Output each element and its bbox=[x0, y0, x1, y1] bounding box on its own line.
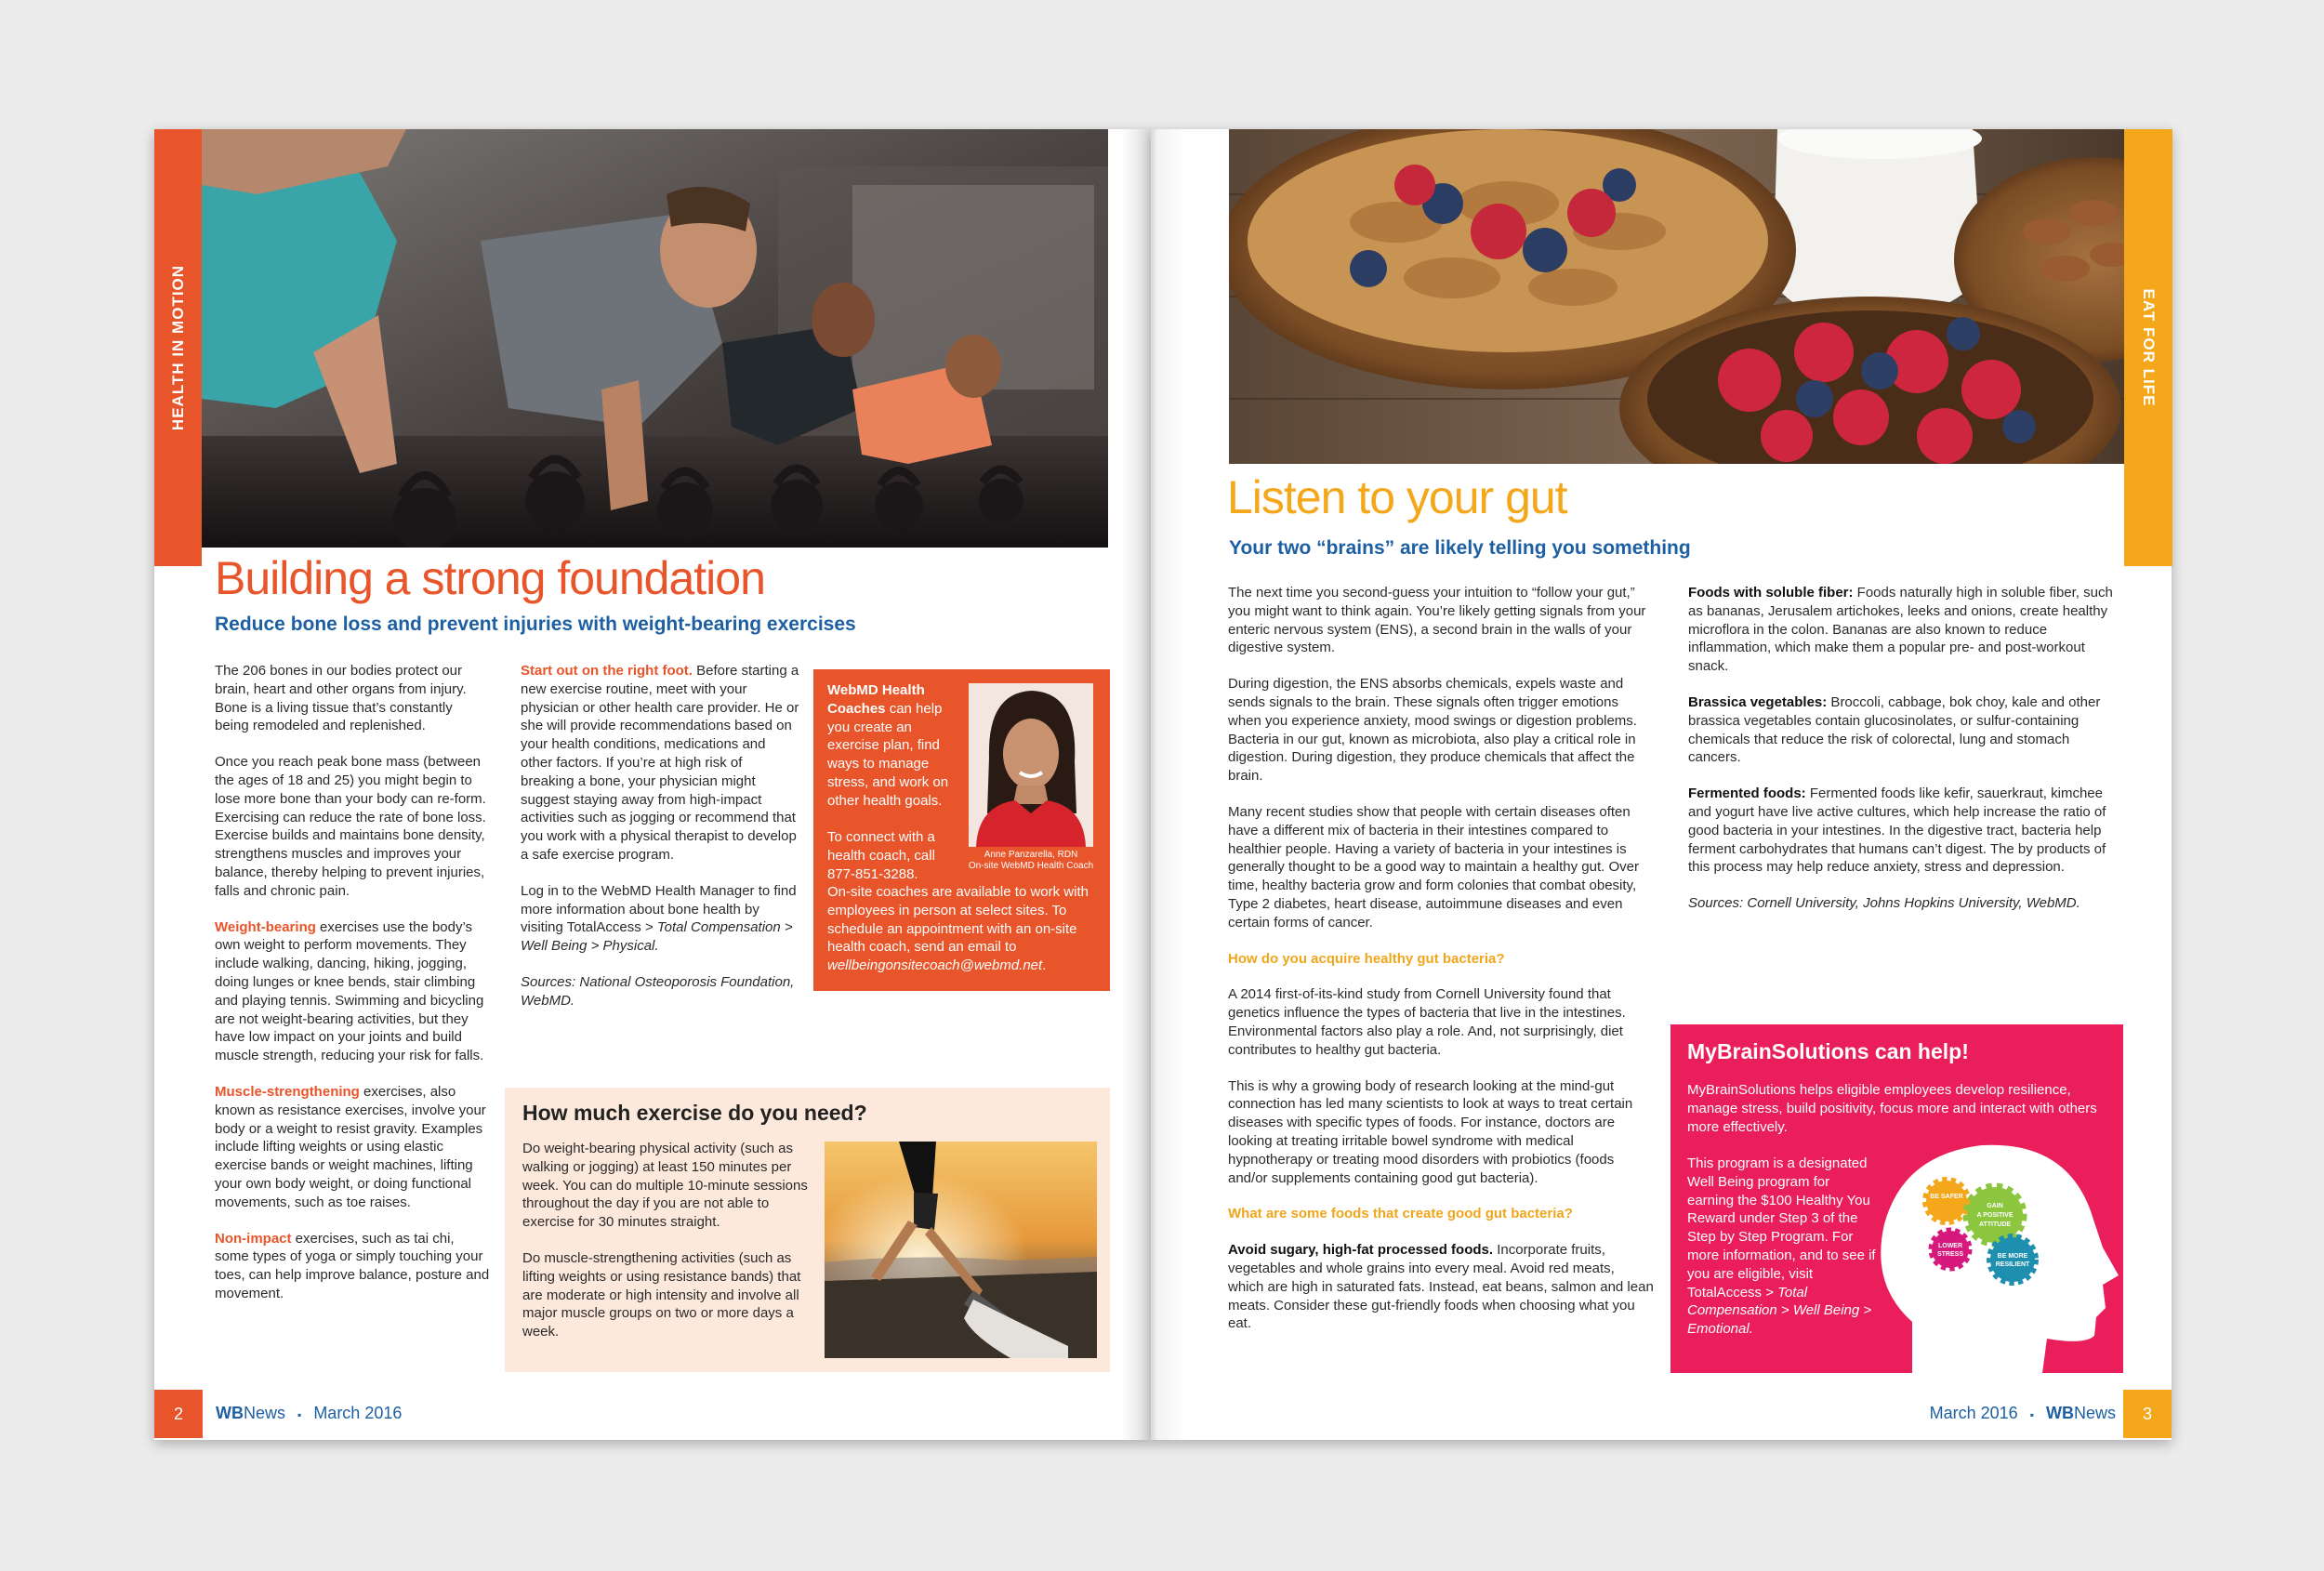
fitness-class-photo bbox=[202, 129, 1108, 548]
lead-in: Muscle-strengthening bbox=[215, 1083, 360, 1100]
spine-shadow bbox=[1121, 129, 1186, 1440]
left-footer bbox=[216, 1404, 402, 1423]
right-column-2 bbox=[1688, 584, 2116, 931]
paragraph bbox=[521, 662, 799, 865]
paragraph: Do muscle-strengthening activities (such as lifting weights or using resistance bands) that are moderate or high intensity and involve all major muscle groups on two or more days a week. bbox=[522, 1249, 801, 1340]
coach-intro bbox=[827, 681, 965, 811]
cereal-berries-photo bbox=[1229, 129, 2124, 464]
separator: ▪ bbox=[297, 1408, 302, 1421]
brand-bold: WB bbox=[216, 1404, 244, 1422]
left-column-2 bbox=[521, 662, 799, 1028]
paragraph bbox=[1688, 693, 2116, 767]
runner-photo bbox=[825, 1142, 1097, 1358]
paragraph bbox=[1688, 785, 2116, 877]
paragraph bbox=[215, 918, 490, 1065]
coach-email-link[interactable]: wellbeingonsitecoach@webmd.net bbox=[827, 957, 1043, 974]
lead-in: Avoid sugary, high-fat processed foods. bbox=[1228, 1242, 1494, 1259]
onsite-coach-text bbox=[827, 883, 1097, 975]
lead-in: Foods with soluble fiber: bbox=[1688, 585, 1854, 601]
left-subheadline: Reduce bone loss and prevent injuries with weight-bearing exercises bbox=[215, 614, 856, 635]
paragraph-text: exercises, such as tai chi, some types of yoga or simply touching your toes, can help improve balance, posture and movement. bbox=[215, 1230, 490, 1301]
paragraph: A 2014 first-of-its-kind study from Cornell University found that genetics influence the types of bacteria that live in the intestines. Environmental factors also play a role. And, not surprisingly, diet contributes to healthy gut bacteria. bbox=[1228, 986, 1626, 1058]
paragraph bbox=[215, 1083, 490, 1212]
brand: News bbox=[244, 1404, 286, 1422]
question-heading: What are some foods that create good gut bacteria? bbox=[1228, 1206, 1573, 1222]
left-headline: Building a strong foundation bbox=[215, 552, 765, 604]
health-in-motion-tab bbox=[154, 129, 202, 566]
paragraph bbox=[521, 882, 799, 956]
paragraph-text: Log in to the WebMD Health Manager to find more information about bone health by visiting TotalAccess > bbox=[521, 882, 797, 936]
sources: Sources: Cornell University, Johns Hopkins University, WebMD. bbox=[1688, 895, 2080, 912]
coach-box-title: WebMD Health Coaches bbox=[827, 682, 925, 717]
paragraph: Once you reach peak bone mass (between the ages of 18 and 25) you might begin to lose more bone than your body can re-form. Exercising can reduce the rate of bone loss. Exercise builds and maintains bone density, strengthens muscles and improves your balance, thereby helping to prevent injuries, falls and chronic pain. bbox=[215, 754, 486, 899]
paragraph-text: Incorporate fruits, vegetables and whole grains into every meal. Avoid red meats, which are high in saturated fats. Instead, eat beans, salmon and lean meats. Consider these gut-friendly foods when choosing what you eat. bbox=[1228, 1242, 1654, 1332]
paragraph-text: exercises use the body’s own weight to perform movements. They include walking, dancing, hiking, jogging, doing lunges or knee bends, stair climbing and playing tennis. Swimming and bicycling are not weight-bearing activities, but they have low impact on your joints and build muscle strength, reducing your risk for falls. bbox=[215, 918, 484, 1064]
brain-box-intro: MyBrainSolutions helps eligible employees develop resilience, manage stress, build positivity, focus more and interact with others more effectively. bbox=[1687, 1082, 2097, 1135]
issue-date: March 2016 bbox=[313, 1404, 403, 1422]
paragraph-text: Foods naturally high in soluble fiber, such as bananas, Jerusalem artichokes, leeks and onions, create healthy microflora in the colon. Bananas are also known to reduce inflammation, which make them a popular pre- and post-workout snack. bbox=[1688, 585, 2113, 675]
lead-in: Weight-bearing bbox=[215, 918, 316, 935]
coach-caption-2: On-site WebMD Health Coach bbox=[968, 861, 1094, 871]
onsite-text: On-site coaches are available to work with employees in person at select sites. To schedule an appointment with an on-site health coach, send an email to bbox=[827, 884, 1089, 956]
paragraph: Do weight-bearing physical activity (such as walking or jogging) at least 150 minutes per week. You can do multiple 10-minute sessions throughout the day if you are not able to exercise for 30 minutes straight. bbox=[522, 1141, 808, 1231]
paragraph-text: Before starting a new exercise routine, meet with your physician or other health care provider. He or she will provide recommendations based on your health conditions, medications and other factors. If you’re at high risk of breaking a bone, your physician might suggest staying away from high-impact activities such as jogging or recommend that you work with a physical therapist to develop a safe exercise program. bbox=[521, 663, 799, 863]
exercise-box-text bbox=[522, 1140, 811, 1359]
gear-label: A POSITIVE bbox=[1976, 1212, 2014, 1219]
issue-date: March 2016 bbox=[1929, 1404, 2018, 1422]
paragraph bbox=[215, 1230, 490, 1303]
tab-label: EAT FOR LIFE bbox=[2140, 288, 2158, 407]
gear-lower-stress bbox=[1932, 1231, 1969, 1268]
exercise-box-title: How much exercise do you need? bbox=[522, 1101, 867, 1125]
paragraph-text: exercises, also known as resistance exercises, involve your body or a weight to resist gravity. Examples include lifting weights or using elastic exercise bands or weight machines, lifting your own body weight, or doing functional movements, such as toe raises. bbox=[215, 1083, 486, 1210]
gear-label: LOWER bbox=[1937, 1243, 1963, 1249]
separator: ▪ bbox=[2029, 1408, 2034, 1421]
gear-label: ATTITUDE bbox=[1978, 1221, 2012, 1228]
paragraph: During digestion, the ENS absorbs chemicals, expels waste and sends signals to the brain. These signals often trigger emotions when you experience anxiety, mood swings or digestion problems. Bacteria in our gut, known as microbiota, also play a critical role in digestion. During digestion, they produce chemicals that affect the brain. bbox=[1228, 676, 1637, 785]
lead-in: Non-impact bbox=[215, 1230, 292, 1247]
paragraph: Many recent studies show that people with certain diseases often have a different mix of bacteria in their intestines compared to healthier people. Having a variety of bacteria in your intestines is generally thought to be a good way to maintain a healthy gut. Over time, healthy bacteria grow and form colonies that combat obesity, Type 2 diabetes, heart disease, autoimmune diseases and even certain forms of cancer. bbox=[1228, 803, 1639, 931]
right-footer bbox=[1930, 1404, 2116, 1423]
gear-positive-attitude bbox=[1967, 1187, 2023, 1243]
paragraph bbox=[1228, 1241, 1654, 1333]
tab-label: HEALTH IN MOTION bbox=[168, 264, 187, 431]
right-column-1 bbox=[1228, 584, 1654, 1351]
brain-box-title: MyBrainSolutions can help! bbox=[1687, 1039, 1969, 1063]
page-number-left: 2 bbox=[154, 1390, 203, 1438]
brain-box-program bbox=[1687, 1155, 1878, 1339]
gear-be-safer bbox=[1926, 1181, 1967, 1221]
paragraph: The 206 bones in our bodies protect our brain, heart and other organs from injury. Bone is a living tissue that’s constantly being remodeled and replenished. bbox=[215, 663, 467, 734]
navigation-path: Total Compensation > Well Being > Physical. bbox=[521, 919, 793, 955]
gear-label: BE SAFER bbox=[1930, 1194, 1963, 1200]
period: . bbox=[1042, 957, 1047, 974]
right-subheadline: Your two “brains” are likely telling you something bbox=[1229, 537, 1691, 559]
gear-label: GAIN bbox=[1987, 1203, 2003, 1209]
coach-box-text: can help you create an exercise plan, find ways to manage stress, and work on other health goals. bbox=[827, 700, 949, 809]
paragraph-text: Broccoli, cabbage, bok choy, kale and other brassica vegetables contain glucosinolates, or sulfur-containing chemicals that reduce the risk of colorectal, lung and stomach cancers. bbox=[1688, 693, 2101, 766]
gear-be-more-resilient bbox=[1990, 1237, 2035, 1282]
coach-phone-text: To connect with a health coach, call 877-851-3288. bbox=[827, 829, 935, 882]
eat-for-life-tab bbox=[2124, 129, 2172, 566]
brand-bold: WB bbox=[2045, 1404, 2074, 1422]
paragraph: This is why a growing body of research looking at the mind-gut connection has led many scientists to look at ways to treat certain diseases with specific types of foods. For instance, doctors are looking at treating irritable bowel syndrome with medical hypnotherapy or treating mood disorders with probiotics (foods and/or supplements containing good gut bacteria). bbox=[1228, 1077, 1633, 1186]
coach-photo bbox=[969, 683, 1093, 847]
question-heading: How do you acquire healthy gut bacteria? bbox=[1228, 950, 1505, 967]
head-gears-icon bbox=[1875, 1136, 2121, 1373]
coach-caption-1: Anne Panzarella, RDN bbox=[984, 850, 1078, 860]
gear-label: RESILIENT bbox=[1995, 1261, 2030, 1268]
gear-label: STRESS bbox=[1936, 1251, 1964, 1258]
navigation-path: Total Compensation > Well Being > Emotional. bbox=[1687, 1284, 1872, 1338]
sources: Sources: National Osteoporosis Foundation, WebMD. bbox=[521, 973, 795, 1009]
paragraph: The next time you second-guess your intuition to “follow your gut,” you might want to think again. You’re likely getting signals from your enteric nervous system (ENS), a second brain in the walls of your digestive system. bbox=[1228, 585, 1646, 656]
lead-in: Brassica vegetables: bbox=[1688, 693, 1828, 710]
brand: News bbox=[2073, 1404, 2116, 1422]
lead-in: Fermented foods: bbox=[1688, 786, 1806, 802]
left-column-1 bbox=[215, 662, 490, 1321]
paragraph bbox=[1688, 584, 2116, 676]
lead-in: Start out on the right foot. bbox=[521, 663, 693, 679]
page-number-right: 3 bbox=[2123, 1390, 2172, 1438]
right-headline: Listen to your gut bbox=[1227, 471, 1567, 523]
program-text: This program is a designated Well Being program for earning the $100 Healthy You Reward under Step 3 of the Step by Step Program. For more information, and to see if you are eligible, visit TotalAccess > bbox=[1687, 1155, 1876, 1300]
gear-label: BE MORE bbox=[1997, 1253, 2028, 1260]
brain-solutions-box bbox=[1670, 1024, 2123, 1373]
paragraph-text: Fermented foods like kefir, sauerkraut, kimchee and yogurt have live active cultures, which help increase the ratio of good bacteria in your intestines. In the digestive tract, bacteria help ferment carbohydrates that humans can’t digest. The by products of this process may help reduce anxiety, stress and depression. bbox=[1688, 786, 2106, 876]
